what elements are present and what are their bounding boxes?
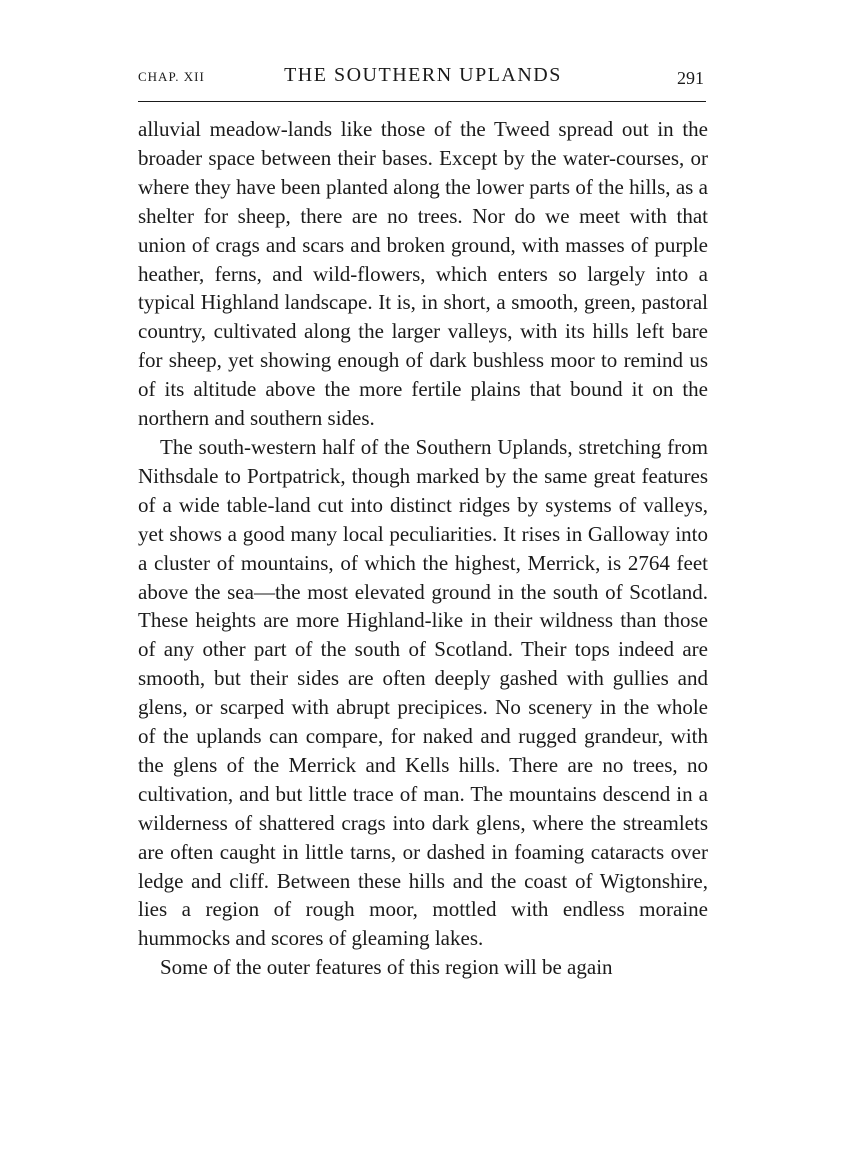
running-head (138, 62, 708, 94)
chapter-label: CHAP. XII (138, 69, 205, 84)
page-number: 291 (677, 68, 704, 88)
paragraph-3: Some of the outer features of this region will be again (160, 955, 613, 980)
header-rule (138, 101, 706, 102)
paragraph-2: The south-western half of the Southern Uplands, stretching from Nithsdale to Portpatrick, though marked by the same great features of a wide table-land cut into distinct ridges by systems of valleys, yet shows a good many local peculiarities. It rises in Galloway into a cluster of mountains, of which the highest, Merrick, is 2764 feet above the sea—the most elevated ground in the south of Scotland. These heights are more Highland-like in their wildness than those of any other part of the south of Scotland. Their tops indeed are smooth, but their sides are often deeply gashed with gullies and glens, or scarped with abrupt precipices. No scenery in the whole of the uplands can compare, for naked and rugged grandeur, with the glens of the Merrick and Kells hills. There are no trees, no cultivation, and but little trace of man. The mountains descend in a wilderness of shattered crags into dark glens, where the streamlets are often caught in little tarns, or dashed in foaming cataracts over ledge and cliff. Between these hills and the coast of Wigtonshire, lies a region of rough moor, mottled with endless moraine hummocks and scores of gleaming lakes. (138, 434, 708, 951)
running-title: THE SOUTHERN UPLANDS (284, 64, 562, 86)
paragraph-1: alluvial meadow-lands like those of the Tweed spread out in the broader space between their bases. Except by the water-courses, or where they have been planted along the lower parts of the hills, as a shelter for sheep, there are no trees. Nor do we meet with that union of crags and scars and broken ground, with masses of purple heather, ferns, and wild-flowers, which enters so largely into a typical Highland landscape. It is, in short, a smooth, green, pastoral country, cultivated along the larger valleys, with its hills left bare for sheep, yet showing enough of dark bushless moor to remind us of its altitude above the more fertile plains that bound it on the northern and southern sides. (138, 117, 708, 431)
body-text (138, 115, 708, 982)
